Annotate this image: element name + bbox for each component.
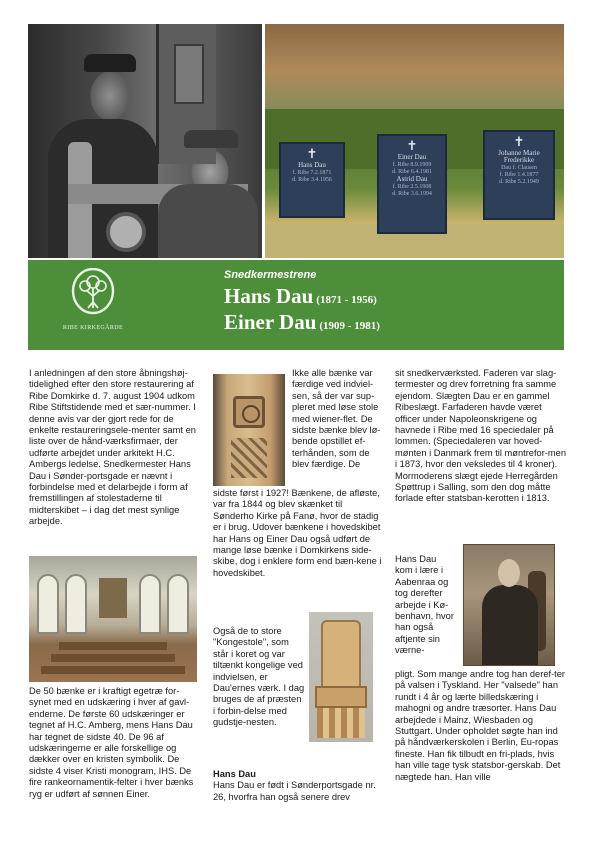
column-2-paragraph-1: Ikke alle bænke var færdige ved indviel-sen, så der var sup-pleret med løse stole med wiener-flet. De sidste bænke blev lø-bende opstillet ef-terhånden, som de blev færdige. De xyxy=(292,368,381,470)
photo-family-gravestones xyxy=(265,24,564,258)
column-3-paragraph-1: sit snedkerværksted. Faderen var slag-termester og drev forretning fra samme ejendom. Slægten Dau er en gammel Ribeslægt. Farfaderen havde været officer under Napoleonskrigene og havnede i Ribe med 16 speciedaler på lommen. (Speciedaleren var hoved-mønten i Danmark frem til møntrefor-men i 1873, hvor den veksledes til 4 kroner). Mormoderens slægt ejede Herregården Spøttrup i Salling, som den dog måtte forlade efter statsban-kerotten i 1813. xyxy=(395,368,566,504)
ribe-kirkegaarde-logo: RIBE KIRKEGÅRDE xyxy=(66,268,120,336)
subtitle-kicker: Snedkermestrene xyxy=(224,269,317,281)
column-3-paragraph-3: pligt. Som mange andre tog han deref-ter på valsen i Tyskland. Her "valsede" han rundt i 4 år og lærte billedskæring i mahogni og andre træsorter. Hans Dau arbejdede i Mainz, Wiesbaden og Stuttgart. Under opholdet søgte han ind på håndværkerskolen i Berlin, Eu-ropas fineste. Han fik tilbudt en fri-plads, hvis han ville tage tysk statsbor-gerskab. Det nægtede han. Han ville xyxy=(395,669,566,782)
tree-icon xyxy=(70,268,116,318)
gravestone-johanne-dau: ✝ Johanne Marie Frederikke Dau f. Clausen f. Ribe 1.4.1877 d. Ribe 5.2.1949 xyxy=(483,130,555,220)
photo-craftsmen-on-bench xyxy=(28,24,262,258)
gravestone-einer-dau: ✝ Einer Dau f. Ribe 8.9.1909 d. Ribe 6.4.1981 Astrid Dau f. Ribe 2.5.1908 d. Ribe 3.6.1994 xyxy=(377,134,447,234)
column-2-paragraph-2: sidste først i 1927! Bænkene, de afløste, var fra 1844 og blev skænket til Sønderho Kirke på Fanø, hvor de stadig er i brug. Udover bænkene i hovedskibet har Hans og Einer Dau også udført de mange løse bænke i Domkirkens side-skibe, dog i enklere form end bæn-kene i hovedskibet. xyxy=(213,488,382,578)
title-banner xyxy=(28,260,564,350)
column-1-paragraph-2: De 50 bænke er i kraftigt egetræ for-synet med en udskæring i hver af gavl-enderne. De første 60 udskæringer er tegnet af H.C. Amberg, mens Hans Dau har tegnet de sidste 40. De 96 af udskæringerne er alle forskellige og dækker over en kristen symbolik. De sidste 4 viser Kristi monogram, IHS. De fire rankeornamentik-felter i hver bænks ryg er udført af sønnen Einer. xyxy=(29,686,194,799)
photo-carved-bench-end xyxy=(213,374,285,486)
column-2-section-hans-dau: Hans Dau Hans Dau er født i Sønderportsgade nr. 26, hvorfra han også senere drev xyxy=(213,769,383,803)
photo-cathedral-pews xyxy=(29,556,197,682)
column-3-paragraph-2: Hans Dau kom i lære i Aabenraa og tog derefter arbejde i Kø-benhavn, hvor han også aftjente sin værne- xyxy=(395,554,454,656)
photo-kongestol-chair xyxy=(309,612,373,742)
title-hans-dau: Hans Dau (1871 - 1956) xyxy=(224,284,377,308)
column-1-paragraph-1: I anledningen af den store åbningshøj-tidelighed efter den store restaurering af Ribe Domkirke d. 7. august 1904 udkom Ribe Stiftstidende med et sær-nummer. I denne avis var der gjort rede for de enkelte restaureringsele-menter samt en liste over de hånd-værksfirmaer, der udførte arbejdet under arkitekt H.C. Ambergs ledelse. Snedkermester Hans Dau i Sønder-portsgade er nævnt i forbindelse med et delarbejde i form af fremstillingen af stolestaderne til midterskibet – i dag det mest synlige arbejde. xyxy=(29,368,196,527)
gravestone-hans-dau: ✝ Hans Dau f. Ribe 7.2.1871 d. Ribe 3.4.1956 xyxy=(279,142,345,218)
column-2-paragraph-3: Også de to store "Kongestole", som står i koret og var tiltænkt kongelige ved indvielsen, er Dau'ernes værk. I dag bruges de af præsten i forbin-delse med gudstje-nesten. xyxy=(213,626,305,728)
title-einer-dau: Einer Dau (1909 - 1981) xyxy=(224,310,380,334)
photo-portrait-hans-dau xyxy=(463,544,555,666)
section-heading: Hans Dau xyxy=(213,769,256,779)
